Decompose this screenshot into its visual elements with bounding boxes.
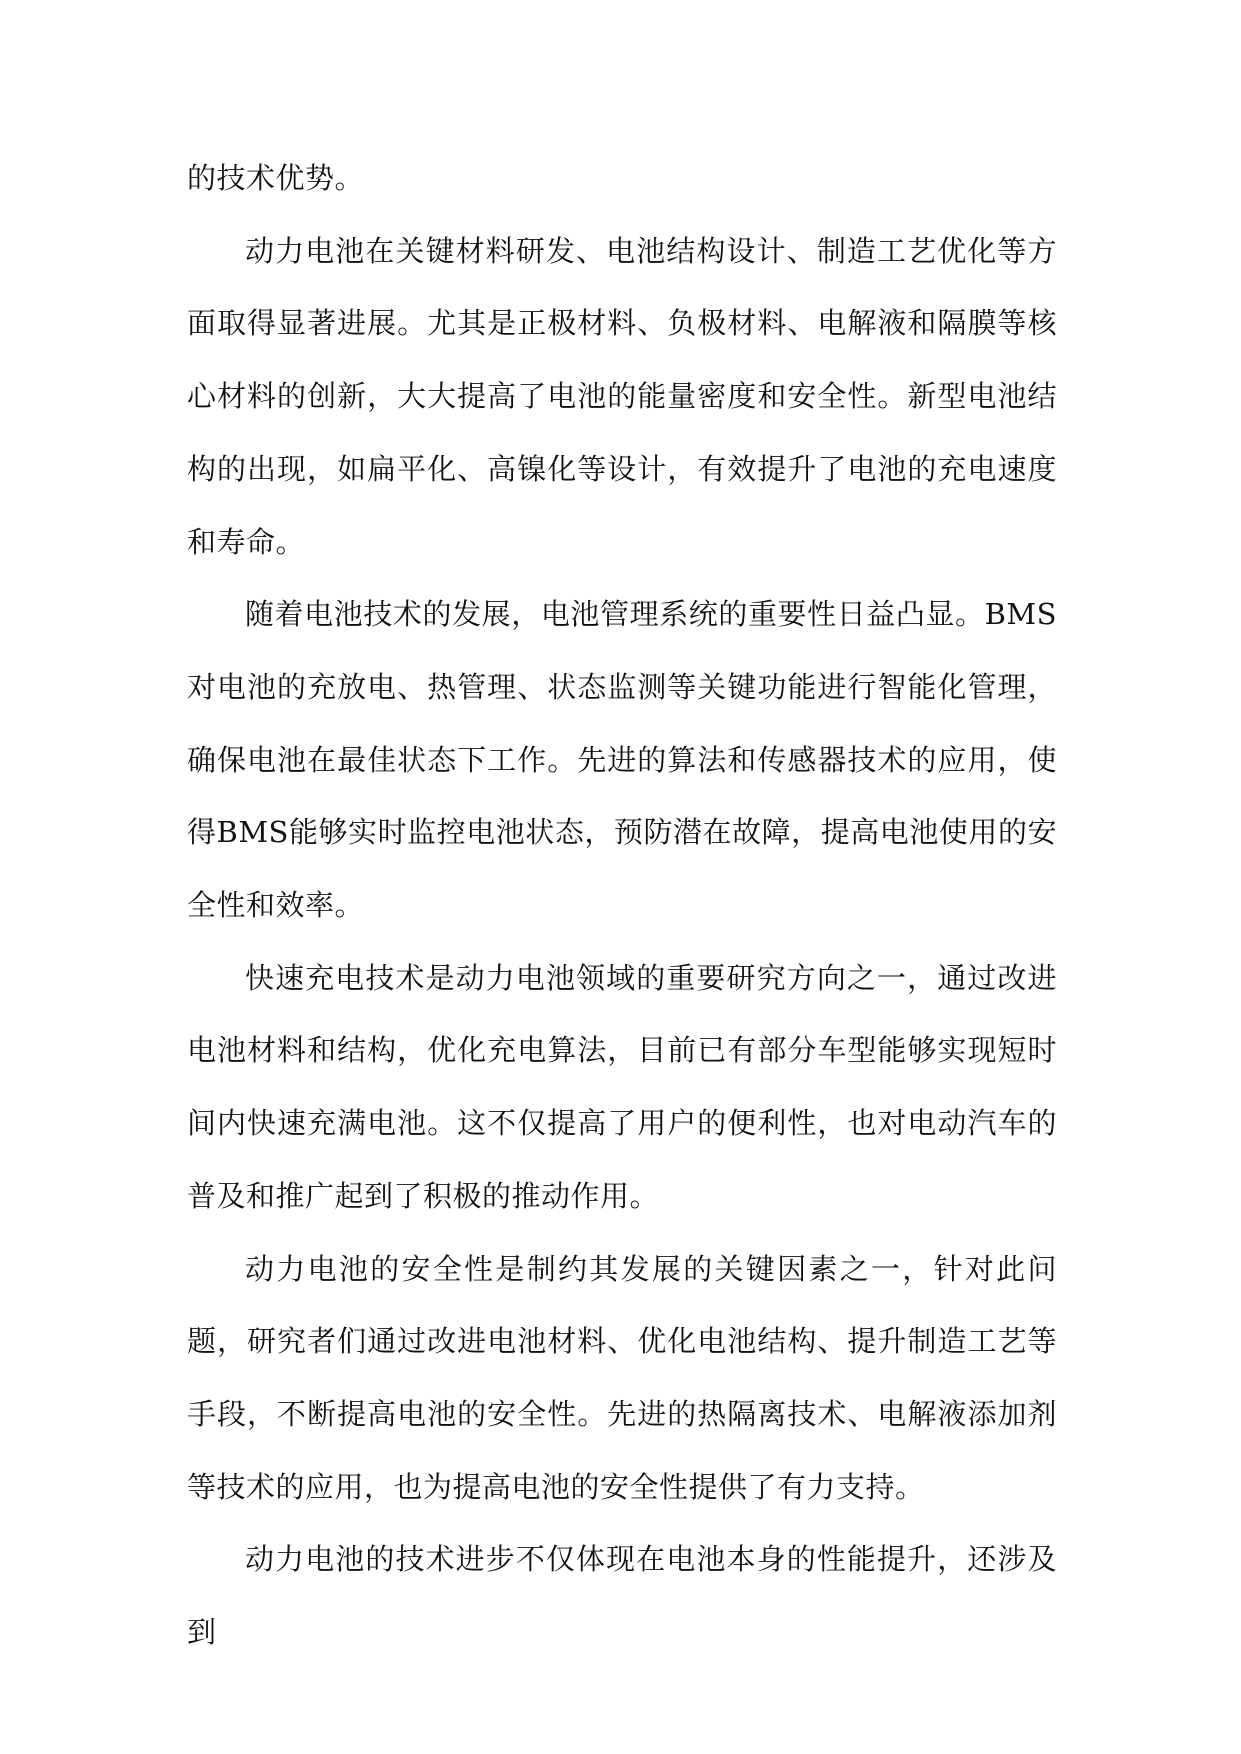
paragraph-safety: 动力电池的安全性是制约其发展的关键因素之一，针对此问题，研究者们通过改进电池材料、优化电池结构、提升制造工艺等手段，不断提高电池的安全性。先进的热隔离技术、电解液添加剂等技术的应用，也为提高电池的安全性提供了有力支持。 (187, 1251, 1057, 1504)
paragraph-materials-progress: 动力电池在关键材料研发、电池结构设计、制造工艺优化等方面取得显著进展。尤其是正极材料、负极材料、电解液和隔膜等核心材料的创新，大大提高了电池的能量密度和安全性。新型电池结构的出现，如扁平化、高镍化等设计，有效提升了电池的充电速度和寿命。 (187, 233, 1057, 559)
paragraph-bms: 随着电池技术的发展，电池管理系统的重要性日益凸显。BMS对电池的充放电、热管理、状态监测等关键功能进行智能化管理，确保电池在最佳状态下工作。先进的算法和传感器技术的应用，使得BMS能够实时监控电池状态，预防潜在故障，提高电池使用的安全性和效率。 (187, 597, 1057, 923)
paragraph-tech-progress: 动力电池的技术进步不仅体现在电池本身的性能提升，还涉及到 (187, 1542, 1057, 1650)
paragraph-fast-charging: 快速充电技术是动力电池领域的重要研究方向之一，通过改进电池材料和结构，优化充电算法，目前已有部分车型能够实现短时间内快速充满电池。这不仅提高了用户的便利性，也对电动汽车的普及和推广起到了积极的推动作用。 (187, 960, 1057, 1213)
document-body (187, 142, 1057, 1669)
paragraph-continuation: 的技术优势。 (187, 161, 365, 195)
